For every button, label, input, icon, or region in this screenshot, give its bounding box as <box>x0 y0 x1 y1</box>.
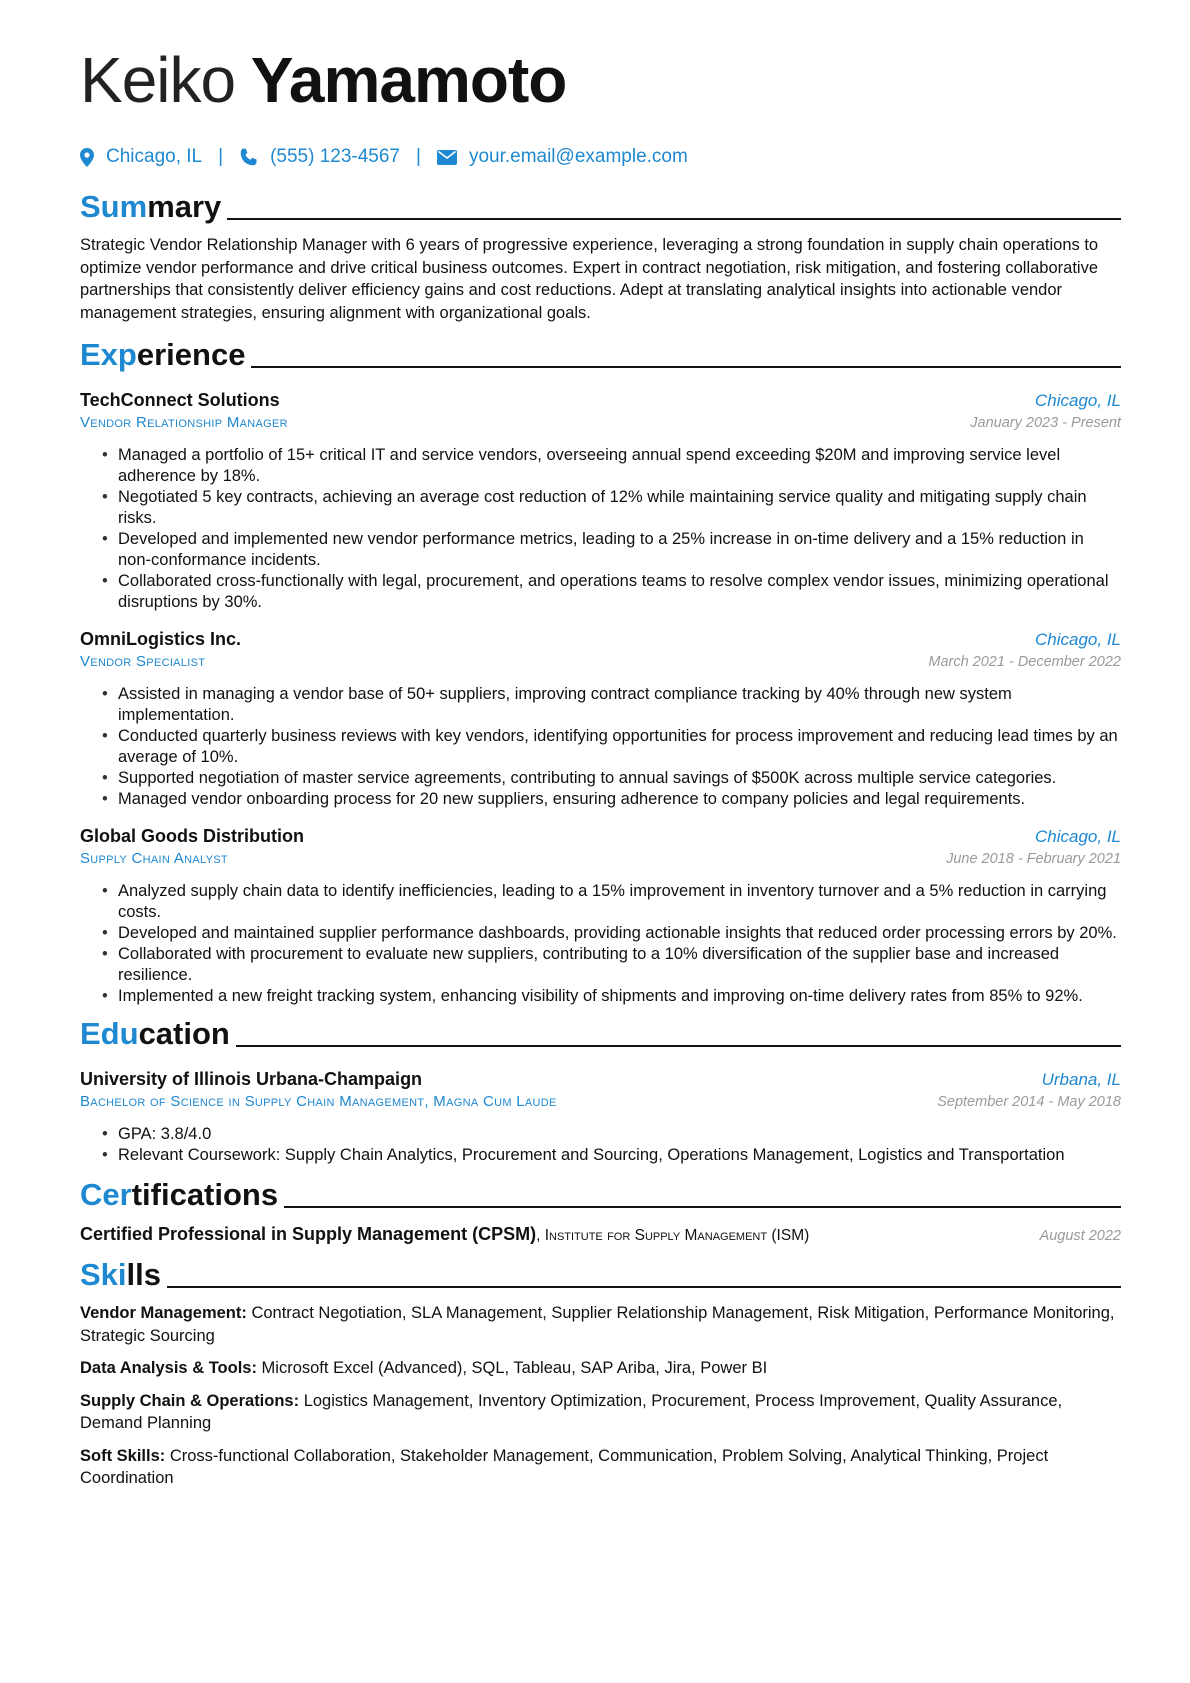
job-title: Vendor Relationship Manager <box>80 414 288 431</box>
resume-page <box>80 40 1121 1490</box>
envelope-icon <box>437 150 457 165</box>
contact-phone[interactable] <box>239 146 400 168</box>
list-item: • Managed a portfolio of 15+ critical IT and service vendors, overseeing annual spend exceeding $20M and improving service level adherence by 18%. <box>118 445 1121 487</box>
phone-text[interactable]: (555) 123-4567 <box>270 146 400 167</box>
section-title: Skills <box>80 1257 161 1292</box>
section-rule <box>227 218 1121 220</box>
contact-location <box>80 146 202 168</box>
certification-entry <box>80 1224 1121 1246</box>
job-dates: March 2021 - December 2022 <box>928 654 1121 670</box>
contact-email[interactable] <box>437 146 688 168</box>
skill-label: Soft Skills: <box>80 1446 166 1465</box>
skill-row <box>80 1302 1121 1347</box>
school-location: Urbana, IL <box>1041 1070 1121 1089</box>
skill-row <box>80 1357 1121 1380</box>
job-location: Chicago, IL <box>1035 630 1121 649</box>
job-location: Chicago, IL <box>1035 827 1121 846</box>
job-location: Chicago, IL <box>1035 391 1121 410</box>
job-dates: January 2023 - Present <box>970 415 1121 431</box>
job-bullets <box>80 445 1121 613</box>
summary-text: Strategic Vendor Relationship Manager with 6 years of progressive experience, leveraging a strong foundation in supply chain operations to optimize vendor performance and drive critical business outcomes. Expert in contract negotiation, risk mitigation, and fostering collaborative partnerships that consistently deliver efficiency gains and cost reductions. Adept at translating analytical insights into actionable vendor management strategies, ensuring alignment with organizational goals. <box>80 236 1099 322</box>
skill-row <box>80 1445 1121 1490</box>
list-item: • Collaborated with procurement to evaluate new suppliers, contributing to a 10% diversification of the supplier base and increased resilience. <box>118 944 1121 986</box>
map-marker-icon <box>80 148 94 167</box>
skill-row <box>80 1390 1121 1435</box>
school-name: University of Illinois Urbana-Champaign <box>80 1069 423 1089</box>
last-name: Yamamoto <box>250 44 567 116</box>
education-header <box>80 1015 1121 1053</box>
list-item: • Negotiated 5 key contracts, achieving an average cost reduction of 12% while maintaining service quality and mitigating supply chain risks. <box>118 487 1121 529</box>
contact-line <box>80 142 1121 172</box>
list-item: • Implemented a new freight tracking system, enhancing visibility of shipments and improving on-time delivery rates from 85% to 92%. <box>118 986 1121 1007</box>
skills-header <box>80 1256 1121 1294</box>
experience-entry <box>80 388 1121 613</box>
section-rule <box>284 1206 1121 1208</box>
skill-label: Vendor Management: <box>80 1304 247 1322</box>
job-bullets <box>80 684 1121 810</box>
skill-label: Supply Chain & Operations: <box>80 1391 300 1410</box>
education-entry <box>80 1067 1121 1166</box>
skill-value: Logistics Management, Inventory Optimization, Procurement, Process Improvement, Quality Assurance, Demand Planning <box>80 1391 1063 1432</box>
list-item: • GPA: 3.8/4.0 <box>118 1124 1121 1145</box>
experience-header <box>80 336 1121 374</box>
experience-entry <box>80 627 1121 810</box>
location-text: Chicago, IL <box>106 146 203 167</box>
candidate-name <box>80 40 1121 120</box>
section-title: Education <box>80 1016 230 1051</box>
list-item: • Developed and implemented new vendor performance metrics, leading to a 25% increase in on-time delivery and a 15% reduction in non-conformance incidents. <box>118 529 1121 571</box>
certifications-header <box>80 1176 1121 1214</box>
job-title: Vendor Specialist <box>80 653 206 670</box>
certification-issuer: , Institute for Supply Management (ISM) <box>536 1227 810 1244</box>
certification-title: Certified Professional in Supply Management (CPSM) <box>80 1224 537 1244</box>
summary-header <box>80 188 1121 226</box>
contact-separator: | <box>416 146 421 167</box>
list-item: • Collaborated cross-functionally with legal, procurement, and operations teams to resolve complex vendor issues, minimizing operational disruptions by 30%. <box>118 571 1121 613</box>
contact-separator: | <box>218 146 224 167</box>
company-name: OmniLogistics Inc. <box>80 629 242 649</box>
job-title: Supply Chain Analyst <box>80 850 228 867</box>
list-item: • Relevant Coursework: Supply Chain Analytics, Procurement and Sourcing, Operations Management, Logistics and Transportation <box>118 1145 1121 1166</box>
skill-value: Contract Negotiation, SLA Management, Supplier Relationship Management, Risk Mitigation, Performance Monitoring, Strategic Sourcing <box>80 1304 1115 1345</box>
experience-entry <box>80 824 1121 1007</box>
job-bullets <box>80 881 1121 1007</box>
job-dates: June 2018 - February 2021 <box>946 851 1121 867</box>
degree: Bachelor of Science in Supply Chain Management, Magna Cum Laude <box>80 1093 557 1110</box>
company-name: Global Goods Distribution <box>80 826 304 846</box>
first-name: Keiko <box>80 44 236 116</box>
list-item: • Conducted quarterly business reviews with key vendors, identifying opportunities for process improvement and reducing lead times by an average of 10%. <box>118 726 1121 768</box>
email-link[interactable]: your.email@example.com <box>468 146 688 167</box>
section-title: Certifications <box>80 1177 279 1212</box>
section-title: Summary <box>80 189 222 224</box>
phone-icon <box>239 148 258 167</box>
list-item: • Managed vendor onboarding process for 20 new suppliers, ensuring adherence to company policies and legal requirements. <box>118 789 1121 810</box>
education-bullets <box>80 1124 1121 1166</box>
certification-date: August 2022 <box>1039 1228 1121 1244</box>
section-rule <box>251 366 1121 368</box>
skill-value: Microsoft Excel (Advanced), SQL, Tableau, SAP Ariba, Jira, Power BI <box>256 1359 768 1377</box>
skill-value: Cross-functional Collaboration, Stakeholder Management, Communication, Problem Solving, Analytical Thinking, Project Coordination <box>80 1446 1049 1487</box>
section-rule <box>167 1286 1121 1288</box>
list-item: • Assisted in managing a vendor base of 50+ suppliers, improving contract compliance tracking by 40% through new system implementation. <box>118 684 1121 726</box>
section-rule <box>236 1045 1121 1047</box>
company-name: TechConnect Solutions <box>80 390 280 410</box>
section-title: Experience <box>80 337 246 372</box>
skill-label: Data Analysis & Tools: <box>80 1359 257 1377</box>
list-item: • Analyzed supply chain data to identify inefficiencies, leading to a 15% improvement in inventory turnover and a 5% reduction in carrying costs. <box>118 881 1121 923</box>
list-item: • Supported negotiation of master service agreements, contributing to annual savings of $500K across multiple service categories. <box>118 768 1121 789</box>
list-item: • Developed and maintained supplier performance dashboards, providing actionable insights that reduced order processing errors by 20%. <box>118 923 1121 944</box>
education-dates: September 2014 - May 2018 <box>937 1094 1121 1110</box>
